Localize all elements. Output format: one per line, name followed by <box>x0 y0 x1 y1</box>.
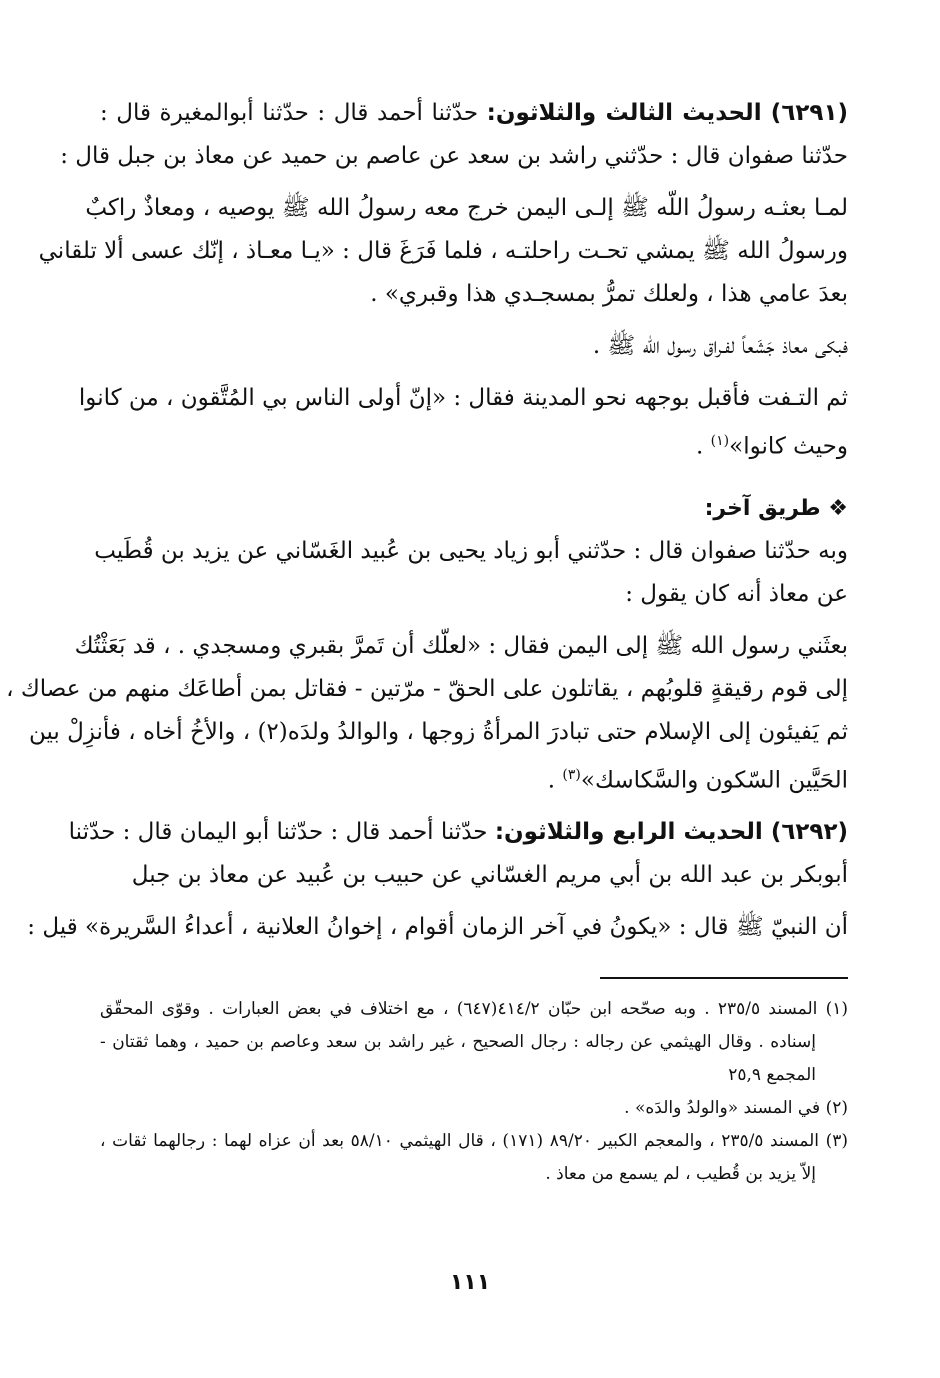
other-route-isnad-2: عن معاذ أنه كان يقول : <box>625 580 848 607</box>
hadith-33-text-line-3: بعدَ عامي هذا ، ولعلك تمرُّ بمسجـدي هذا وقبري» . <box>370 281 848 307</box>
hadith-34-heading: (٦٢٩٢) الحديث الرابع والثلاثون: <box>494 819 848 846</box>
hadith-33-closing-line-2 <box>100 420 848 469</box>
hadith-33-isnad-2: حدّثنا صفوان قال : حدّثني راشد بن سعد عن عاصم بن حميد عن معاذ بن جبل قال : <box>60 143 848 169</box>
footnote-ref-3: (٣) <box>562 766 581 783</box>
other-route-text-line-2: إلى قوم رقيقةٍ قلوبُهم ، يقاتلون على الحقّ - مرّتين - فقاتل بمن أطاعَك منهم من عصاك ، <box>6 675 848 702</box>
other-route-isnad-1: وبه حدّثنا صفوان قال : حدّثني أبو زياد يحيى بن عُبيد الغَسّاني عن يزيد بن قُطَيب <box>94 537 848 564</box>
hadith-33-heading: (٦٢٩١) الحديث الثالث والثلاثون: <box>486 100 848 126</box>
footnote-separator <box>600 977 848 979</box>
footnote-3-line-2: إلاّ يزيد بن قُطيب ، لم يسمع من معاذ . <box>545 1164 816 1185</box>
footnote-2-line-1: (٢) في المسند «والولدُ والدَه» . <box>624 1098 848 1119</box>
footnote-1-line-1: (١) المسند ٢٣٥/٥ . وبه صحّحه ابن حبّان ٤١٤/٢(٦٤٧) ، مع اختلاف في بعض العبارات . وقوّى المحقّق <box>100 999 849 1020</box>
hadith-34-isnad-1: حدّثنا أحمد قال : حدّثنا أبو اليمان قال : حدّثنا <box>68 819 495 846</box>
hadith-33-text-line-1: لمـا بعثـه رسولُ اللّه ﷺ إلـى اليمن خرج معه رسولُ الله ﷺ يوصيه ، ومعاذٌ راكبٌ <box>85 195 848 221</box>
other-route-final-text: الحَيَّين السّكون والسَّكاسك» <box>580 767 848 794</box>
hadith-33-isnad-1: حدّثنا أحمد قال : حدّثنا أبوالمغيرة قال : <box>100 100 487 126</box>
other-route-text-line-3: ثم يَفيئون إلى الإسلام حتى تبادرَ المرأةُ زوجها ، والوالدُ ولدَه(٢) ، والأخُ أخاه ، فأنزِلْ بين <box>28 718 848 745</box>
other-route-heading: ❖ طريق آخر: <box>704 495 848 521</box>
other-route-text-line-1: بعثَني رسول الله ﷺ إلى اليمن فقال : «لعلّك أن تَمرَّ بقبري ومسجدي . ، قد بَعَثْتُك <box>74 632 848 659</box>
other-route-final-end: . <box>547 767 563 794</box>
hadith-33-closing-end: . <box>696 433 711 460</box>
hadith-33-weeping-line: فبكى معاذ جَشَعاً لفـراق رسول الله ﷺ . <box>592 333 848 359</box>
hadith-34-text-line-1: أن النبيّ ﷺ قال : «يكونُ في آخر الزمان أقوام ، إخوانُ العلانية ، أعداءُ السَّريرة» قيل : <box>27 914 848 941</box>
footnote-1-line-2: إسناده . وقال الهيثمي عن رجاله : رجال الصحيح ، غير راشد بن سعد وعاصم بن حميد ، وهما ثقتان - <box>100 1032 816 1053</box>
page-number: ١١١ <box>449 1270 491 1295</box>
hadith-34-isnad-2: أبوبكر بن عبد الله بن أبي مريم الغسّاني عن حبيب بن عُبيد عن معاذ بن جبل <box>131 862 848 889</box>
hadith-33-closing-line-1: ثم التـفت فأقبل بوجهه نحو المدينة فقال : «إنّ أولى الناس بي المُتَّقون ، من كانوا <box>78 385 848 411</box>
hadith-33-text-line-2: ورسولُ الله ﷺ يمشي تحـت راحلتـه ، فلما فَرَغَ قال : «يـا معـاذ ، إنّك عسى ألا تلقاني <box>38 238 848 264</box>
footnote-3-line-1: (٣) المسند ٢٣٥/٥ ، والمعجم الكبير ٨٩/٢٠ (١٧١) ، قال الهيثمي ٥٨/١٠ بعد أن عزاه لهما : رجالهما ثقات ، <box>100 1131 849 1152</box>
hadith-33-closing-text: وحيث كانوا» <box>729 433 848 460</box>
hadith-34-heading-line <box>68 811 848 854</box>
footnote-ref-1: (١) <box>710 433 730 449</box>
other-route-text-line-4 <box>100 754 848 803</box>
footnote-1-line-3: المجمع ٢٥,٩ <box>728 1065 816 1086</box>
hadith-33-heading-line <box>100 92 848 135</box>
